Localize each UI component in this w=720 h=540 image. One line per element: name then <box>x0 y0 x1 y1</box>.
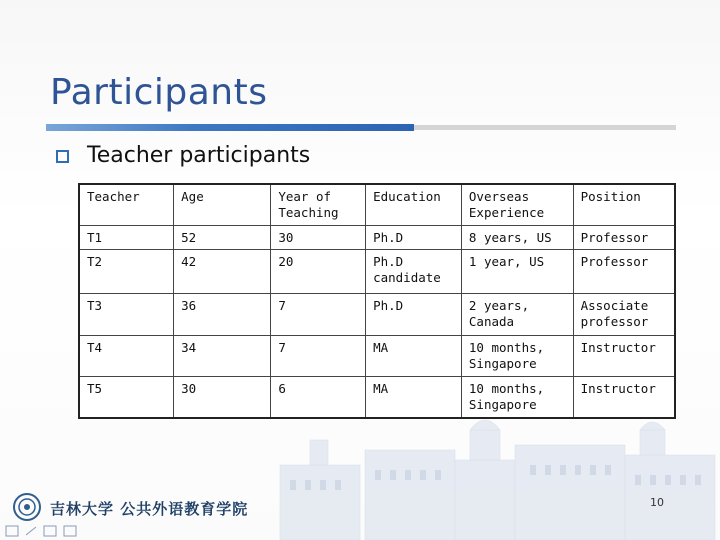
next-slide-icon <box>64 526 76 536</box>
table-cell: 7 <box>271 294 366 336</box>
pen-icon <box>26 527 36 535</box>
table-header-row <box>79 184 675 226</box>
bullet-item <box>56 143 310 168</box>
participants-table <box>78 183 676 419</box>
table-cell: 42 <box>174 250 271 294</box>
table-cell: 34 <box>174 336 271 377</box>
header-cell-position: Position <box>573 184 675 226</box>
table-cell: 52 <box>174 226 271 250</box>
table-cell: 7 <box>271 336 366 377</box>
table-row <box>79 294 675 336</box>
table-cell: 20 <box>271 250 366 294</box>
table-cell: 36 <box>174 294 271 336</box>
footer-logo-text: 吉林大学 公共外语教育学院 <box>50 500 249 518</box>
table-cell: 30 <box>271 226 366 250</box>
table-cell: Instructor <box>573 336 675 377</box>
table-cell: T1 <box>79 226 174 250</box>
table-cell: 10 months, Singapore <box>461 336 573 377</box>
menu-icon <box>44 526 56 536</box>
header-cell-overseas-experience: Overseas Experience <box>461 184 573 226</box>
slide-navigation-icons[interactable] <box>4 524 84 538</box>
footer-logo <box>10 492 249 524</box>
table-cell: 6 <box>271 377 366 419</box>
slide-title: Participants <box>50 72 268 113</box>
header-cell-age: Age <box>174 184 271 226</box>
title-underline-accent <box>46 124 414 131</box>
table-cell: Instructor <box>573 377 675 419</box>
table-cell: Associate professor <box>573 294 675 336</box>
table-row <box>79 336 675 377</box>
table-cell: MA <box>366 336 462 377</box>
header-cell-teacher: Teacher <box>79 184 174 226</box>
table-cell: Ph.D candidate <box>366 250 462 294</box>
square-bullet-icon <box>56 150 69 163</box>
table-cell: 30 <box>174 377 271 419</box>
table-cell: T5 <box>79 377 174 419</box>
page-number: 10 <box>650 496 664 509</box>
previous-slide-icon <box>6 526 18 536</box>
header-cell-education: Education <box>366 184 462 226</box>
campus-building-watermark <box>270 410 720 540</box>
table-cell: Professor <box>573 250 675 294</box>
table-cell: 1 year, US <box>461 250 573 294</box>
table-cell: T4 <box>79 336 174 377</box>
table-row <box>79 226 675 250</box>
table-row <box>79 250 675 294</box>
table-cell: Ph.D <box>366 294 462 336</box>
table-cell: Professor <box>573 226 675 250</box>
table-cell: T2 <box>79 250 174 294</box>
table-cell: 10 months, Singapore <box>461 377 573 419</box>
header-cell-year-of-teaching: Year of Teaching <box>271 184 366 226</box>
table-cell: MA <box>366 377 462 419</box>
bullet-text: Teacher participants <box>87 143 311 168</box>
table-cell: 8 years, US <box>461 226 573 250</box>
table-cell: 2 years, Canada <box>461 294 573 336</box>
table-cell: T3 <box>79 294 174 336</box>
table-cell: Ph.D <box>366 226 462 250</box>
